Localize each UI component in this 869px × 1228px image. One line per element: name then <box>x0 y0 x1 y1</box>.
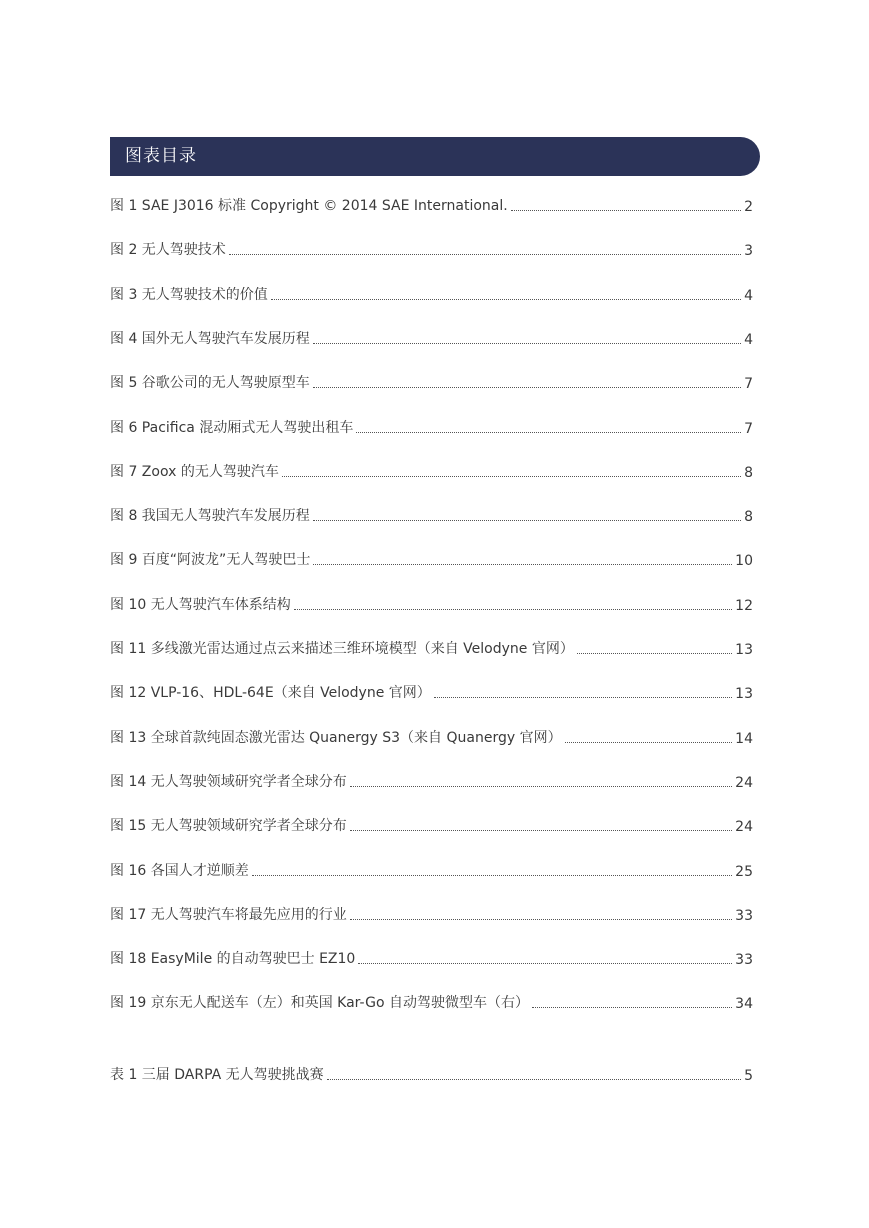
toc-entry-page: 24 <box>735 774 753 791</box>
dot-leader <box>350 918 732 920</box>
toc-entry-label: 图 13 全球首款纯固态激光雷达 Quanergy S3（来自 Quanergy 官网） <box>110 729 562 746</box>
toc-entry-label: 图 2 无人驾驶技术 <box>110 242 226 259</box>
toc-entry-label: 图 11 多线激光雷达通过点云来描述三维环境模型（来自 Velodyne 官网） <box>110 641 574 657</box>
dot-leader <box>565 741 733 743</box>
toc-entry-label: 图 3 无人驾驶技术的价值 <box>110 286 268 303</box>
toc-header-banner <box>110 137 760 176</box>
toc-entry-label: 表 1 三届 DARPA 无人驾驶挑战赛 <box>110 1067 324 1083</box>
toc-entry-label: 图 12 VLP-16、HDL-64E（来自 Velodyne 官网） <box>110 685 431 702</box>
dot-leader <box>252 874 732 876</box>
toc-entry[interactable] <box>110 326 753 348</box>
toc-entry[interactable] <box>110 902 753 924</box>
toc-entry[interactable] <box>110 769 753 791</box>
toc-entry-label: 图 17 无人驾驶汽车将最先应用的行业 <box>110 906 347 923</box>
dot-leader <box>313 519 741 521</box>
toc-entry-page: 14 <box>735 730 753 747</box>
toc-title: 图表目录 <box>125 146 197 166</box>
toc-entry-page: 13 <box>735 642 753 658</box>
toc-entry[interactable] <box>110 237 753 259</box>
dot-leader <box>350 829 732 831</box>
toc-entry[interactable] <box>110 193 753 215</box>
dot-leader <box>327 1078 741 1080</box>
toc-entry-label: 图 15 无人驾驶领域研究学者全球分布 <box>110 818 347 835</box>
toc-entry-page: 2 <box>744 199 753 215</box>
toc-entry-page: 34 <box>735 996 753 1013</box>
dot-leader <box>356 431 741 433</box>
toc-entry[interactable] <box>110 946 753 968</box>
dot-leader <box>577 652 732 654</box>
dot-leader <box>511 209 741 211</box>
dot-leader <box>434 696 732 698</box>
toc-entry-page: 4 <box>744 331 753 348</box>
toc-entry[interactable] <box>110 459 753 481</box>
dot-leader <box>229 253 741 255</box>
toc-entry-page: 4 <box>744 287 753 304</box>
toc-entry-page: 5 <box>744 1068 753 1084</box>
dot-leader <box>294 608 732 610</box>
toc-entry-label: 图 7 Zoox 的无人驾驶汽车 <box>110 463 279 480</box>
toc-entry-label: 图 9 百度“阿波龙”无人驾驶巴士 <box>110 552 311 569</box>
toc-entry-page: 33 <box>735 907 753 924</box>
toc-entry-page: 3 <box>744 243 753 260</box>
toc-entry[interactable] <box>110 990 753 1012</box>
toc-entry-label: 图 5 谷歌公司的无人驾驶原型车 <box>110 375 310 392</box>
dot-leader <box>313 563 732 565</box>
toc-entry-label: 图 19 京东无人配送车（左）和英国 Kar-Go 自动驾驶微型车（右） <box>110 995 529 1012</box>
toc-entry-page: 7 <box>744 420 753 437</box>
dot-leader <box>313 342 741 344</box>
toc-entry[interactable] <box>110 282 753 304</box>
toc-entry-label: 图 16 各国人才逆顺差 <box>110 862 249 879</box>
toc-entry-page: 7 <box>744 376 753 393</box>
toc-entry[interactable] <box>110 415 753 437</box>
toc-entry[interactable] <box>110 1062 753 1084</box>
toc-entry-label: 图 14 无人驾驶领域研究学者全球分布 <box>110 773 347 790</box>
toc-entry-page: 8 <box>744 509 753 526</box>
toc-entry[interactable] <box>110 858 753 880</box>
toc-entry-label: 图 18 EasyMile 的自动驾驶巴士 EZ10 <box>110 951 356 968</box>
toc-entry-page: 24 <box>735 819 753 836</box>
dot-leader <box>271 298 741 300</box>
toc-entry-label: 图 8 我国无人驾驶汽车发展历程 <box>110 508 310 525</box>
dot-leader <box>532 1006 732 1008</box>
toc-entry-page: 10 <box>735 553 753 570</box>
toc-entry-label: 图 1 SAE J3016 标准 Copyright © 2014 SAE International. <box>110 198 508 214</box>
toc-entry[interactable] <box>110 503 753 525</box>
toc-entry-page: 25 <box>735 863 753 880</box>
dot-leader <box>358 962 732 964</box>
toc-entry[interactable] <box>110 636 753 658</box>
toc-entry[interactable] <box>110 370 753 392</box>
toc-entry-page: 13 <box>735 686 753 703</box>
dot-leader <box>313 386 741 388</box>
toc-entry-page: 12 <box>735 597 753 614</box>
toc-entry[interactable] <box>110 813 753 835</box>
toc-entry-label: 图 4 国外无人驾驶汽车发展历程 <box>110 330 310 347</box>
toc-entry[interactable] <box>110 592 753 614</box>
toc-entry[interactable] <box>110 547 753 569</box>
toc-entry-page: 8 <box>744 464 753 481</box>
toc-entry-page: 33 <box>735 952 753 969</box>
dot-leader <box>350 785 732 787</box>
toc-entry[interactable] <box>110 725 753 747</box>
toc-entry-label: 图 6 Pacifica 混动厢式无人驾驶出租车 <box>110 419 354 436</box>
toc-entry-label: 图 10 无人驾驶汽车体系结构 <box>110 596 291 613</box>
dot-leader <box>282 475 741 477</box>
toc-entry[interactable] <box>110 680 753 702</box>
